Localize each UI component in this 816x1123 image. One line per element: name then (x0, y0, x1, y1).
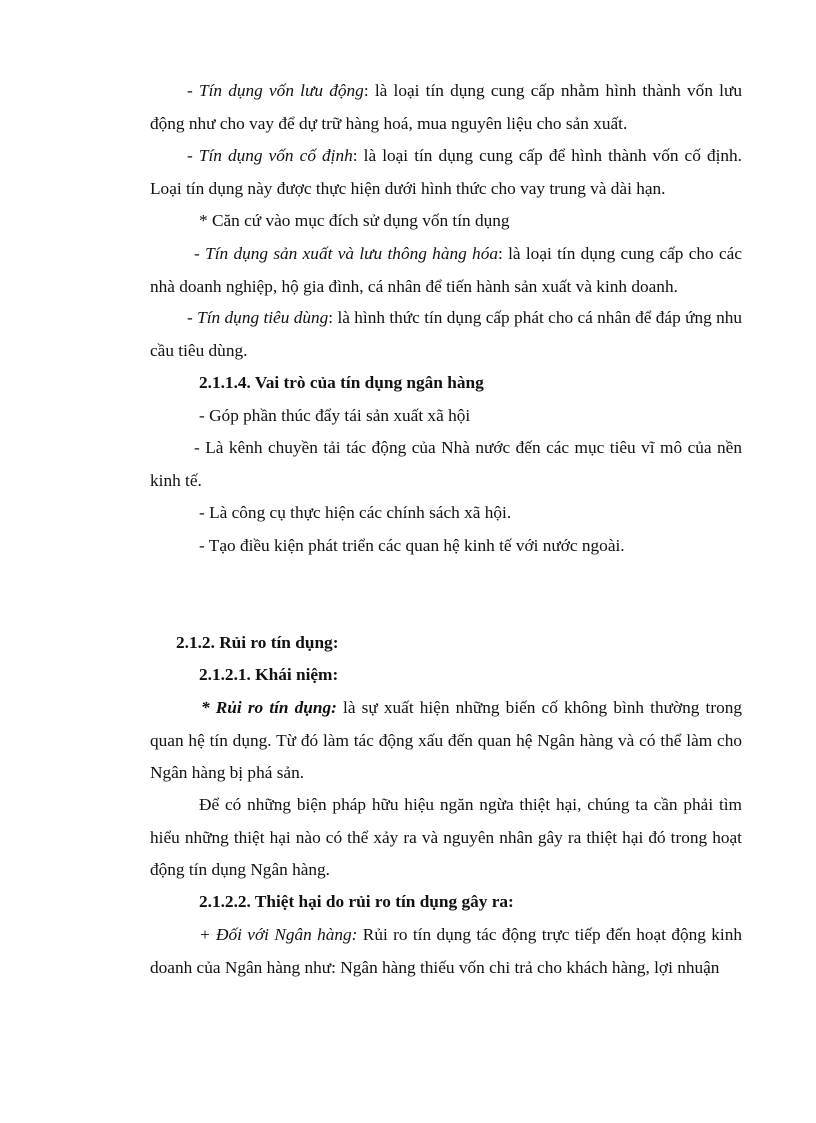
heading-2-1-2-2: 2.1.2.2. Thiệt hại do rủi ro tín dụng gây ra: (199, 892, 514, 911)
term-working-capital-credit: Tín dụng vốn lưu động (198, 81, 364, 100)
paragraph-consumer-credit (150, 302, 742, 367)
paragraph-preventive-measures: Để có những biện pháp hữu hiệu ngăn ngừa thiệt hại, chúng ta cần phải tìm hiểu những thiệt hại nào có thể xảy ra và nguyên nhân gây ra thiệt hại đó trong hoạt động tín dụng Ngân hàng. (150, 795, 742, 880)
bullet-dash: - (187, 81, 199, 100)
bullet-dash: - (194, 244, 206, 263)
paragraph-working-capital-credit (150, 75, 742, 140)
paragraph-purpose-basis: * Căn cứ vào mục đích sử dụng vốn tín dụng (199, 211, 510, 230)
text-bank-impact: Rủi ro tín dụng tác động trực tiếp đến hoạt động kinh doanh của Ngân hàng như: Ngân hàng thiếu vốn chi trả cho khách hàng, lợi nhuận (150, 925, 743, 977)
term-production-credit: Tín dụng sản xuất và lưu thông hàng hóa (205, 244, 498, 263)
bullet-dash: - (187, 146, 199, 165)
term-for-bank: + Đối với Ngân hàng: (199, 925, 358, 944)
term-fixed-capital-credit: Tín dụng vốn cố định (198, 146, 353, 165)
bullet-foreign-relations: - Tạo điều kiện phát triển các quan hệ kinh tế với nước ngoài. (199, 536, 625, 555)
definition-credit-risk: là sự xuất hiện những biến cố không bình thường trong quan hệ tín dụng. Từ đó làm tác động xấu đến quan hệ Ngân hàng và có thể làm cho Ngân hàng bị phá sản. (150, 698, 742, 783)
definition-consumer-credit: : là hình thức tín dụng cấp phát cho cá nhân để đáp ứng nhu cầu tiêu dùng. (150, 308, 743, 360)
bullet-social-reproduction: - Góp phần thúc đẩy tái sản xuất xã hội (199, 406, 471, 425)
definition-production-credit: : là loại tín dụng cung cấp cho các nhà doanh nghiệp, hộ gia đình, cá nhân để tiến hành sản xuất và kinh doanh. (150, 244, 743, 296)
paragraph-fixed-capital-credit (150, 140, 742, 205)
paragraph-production-credit (150, 238, 742, 303)
definition-fixed-capital-credit: : là loại tín dụng cung cấp để hình thành vốn cố định. Loại tín dụng này được thực hiện dưới hình thức cho vay trung và dài hạn. (150, 146, 742, 198)
paragraph-bank-impact (150, 919, 742, 984)
paragraph-credit-risk-definition (150, 692, 742, 790)
heading-2-1-2: 2.1.2. Rủi ro tín dụng: (176, 633, 339, 652)
term-consumer-credit: Tín dụng tiêu dùng (197, 308, 329, 327)
term-credit-risk: * Rủi ro tín dụng: (201, 698, 337, 717)
bullet-state-channel: - Là kênh chuyền tải tác động của Nhà nước đến các mục tiêu vĩ mô của nền kinh tế. (150, 438, 742, 490)
definition-working-capital-credit: : là loại tín dụng cung cấp nhằm hình thành vốn lưu động như cho vay để dự trữ hàng hoá, mua nguyên liệu cho sản xuất. (150, 81, 742, 133)
bullet-social-policy: - Là công cụ thực hiện các chính sách xã hội. (199, 503, 512, 522)
heading-2-1-1-4: 2.1.1.4. Vai trò của tín dụng ngân hàng (199, 373, 484, 392)
bullet-dash: - (187, 308, 198, 327)
heading-2-1-2-1: 2.1.2.1. Khái niệm: (199, 665, 339, 684)
